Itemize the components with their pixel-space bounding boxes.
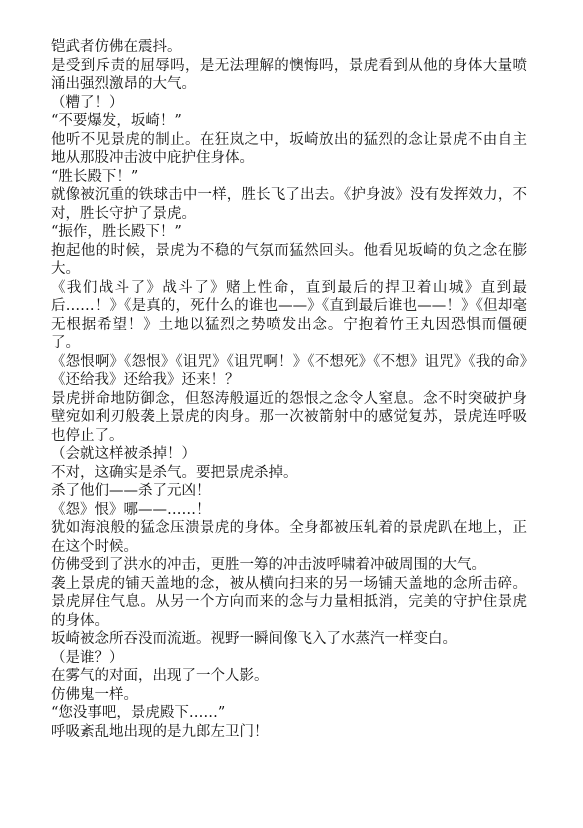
paragraph: “振作，胜长殿下！” (51, 224, 182, 240)
paragraph: （会就这样被杀掉！） (51, 446, 196, 462)
paragraph: 呼吸紊乱地出现的是九郎左卫门！ (51, 723, 269, 740)
paragraph: 袭上景虎的铺天盖地的念，被从横向扫来的另一场铺天盖地的念所击碎。景虎屏住气息。从另一个方向而来的念与力量相抵消，完美的守护住景虎的身体。 (51, 575, 527, 629)
paragraph: “您没事吧，景虎殿下……” (51, 705, 226, 721)
paragraph: 仿佛受到了洪水的冲击，更胜一筹的冲击波呼啸着冲破周围的大气。 (51, 557, 486, 573)
paragraph: 坂崎被念所吞没而流逝。视野一瞬间像飞入了水蒸汽一样变白。 (51, 631, 457, 647)
paragraph: 他听不见景虎的制止。在狂岚之中，坂崎放出的猛烈的念让景虎不由自主地从那股冲击波中庇护住身体。 (51, 131, 527, 166)
paragraph: （是谁？） (51, 649, 124, 666)
paragraph: “胜长殿下！” (51, 168, 139, 185)
paragraph: 仿佛鬼一样。 (51, 686, 138, 703)
paragraph: （糟了！） (51, 94, 124, 111)
paragraph: 《我们战斗了》战斗了》赌上性命，直到最后的捍卫着山城》直到最后……！》《是真的，死什么的谁也——》《直到最后谁也——！》《但却毫无根据希望！》土地以猛烈之势喷发出念。宁抱着竹王丸因恐惧而僵硬了。 (51, 279, 527, 351)
paragraph: 《怨恨啊》《怨恨》《诅咒》《诅咒啊！》《不想死》《不想》诅咒》《我的命》《还给我》还给我》还来！？ (51, 353, 527, 388)
paragraph: 抱起他的时候，景虎为不稳的气氛而猛然回头。他看见坂崎的负之念在膨大。 (51, 242, 527, 277)
paragraph: 铠武者仿佛在震抖。 (51, 39, 182, 55)
paragraph: 《怨》恨》哪——……！ (51, 501, 211, 518)
paragraph: 就像被沉重的铁球击中一样，胜长飞了出去。《护身波》没有发挥效力，不对，胜长守护了景虎。 (51, 187, 527, 222)
document-page (51, 38, 527, 741)
paragraph: 不对，这确实是杀气。要把景虎杀掉。 (51, 464, 298, 481)
paragraph: 杀了他们——杀了元凶！ (51, 483, 211, 499)
paragraph: 犹如海浪般的猛念压溃景虎的身体。全身都被压轧着的景虎趴在地上，正在这个时候。 (51, 520, 527, 555)
paragraph: 在雾气的对面，出现了一个人影。 (51, 668, 269, 684)
paragraph: “不要爆发，坂崎！” (51, 113, 182, 129)
paragraph: 是受到斥责的屈辱吗，是无法理解的懊悔吗，景虎看到从他的身体大量喷涌出强烈激昂的大气。 (51, 57, 527, 92)
paragraph: 景虎拼命地防御念，但怒涛般逼近的怨恨之念令人窒息。念不时突破护身壁宛如利刃般袭上景虎的肉身。那一次被箭射中的感觉复苏，景虎连呼吸也停止了。 (51, 390, 527, 444)
